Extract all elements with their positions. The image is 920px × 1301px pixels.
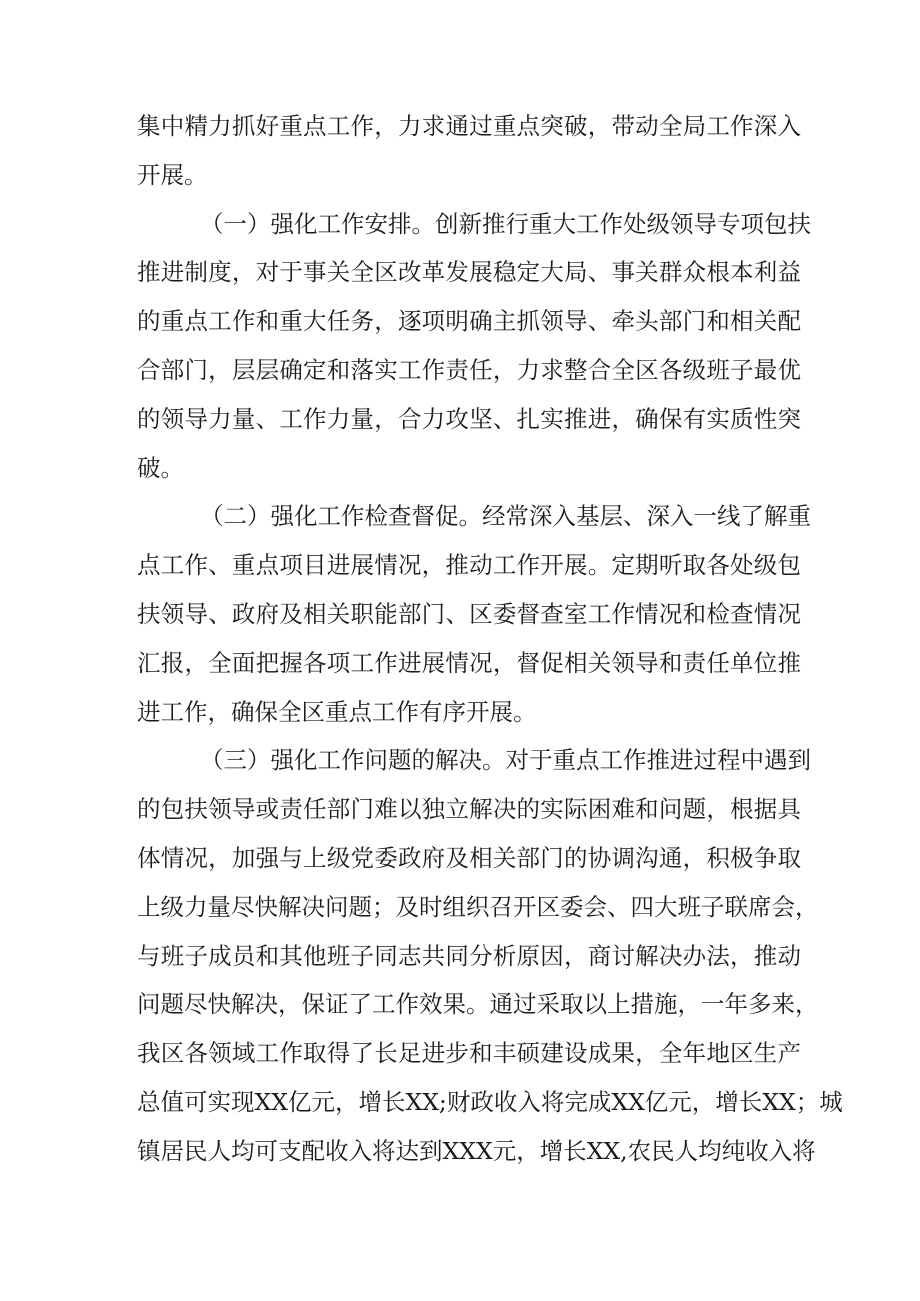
section-3-heading-line: （三）强化工作问题的解决。对于重点工作推进过程中遇到 — [200, 746, 811, 775]
text-line: 的重点工作和重大任务，逐项明确主抓领导、牵头部门和相关配 — [137, 307, 801, 336]
text-line: 的包扶领导或责任部门难以独立解决的实际困难和问题，根据具 — [137, 795, 801, 824]
text-line: 开展。 — [137, 160, 208, 189]
text-line: 镇居民人均可支配收入将达到XXX元，增长XX,农民人均纯收入将 — [137, 1136, 816, 1165]
text-line: 的领导力量、工作力量，合力攻坚、扎实推进，确保有实质性突 — [137, 404, 801, 433]
section-1-heading-line: （一）强化工作安排。创新推行重大工作处级领导专项包扶 — [200, 209, 811, 238]
text-line: 点工作、重点项目进展情况，推动工作开展。定期听取各处级包 — [137, 551, 801, 580]
text-line: 集中精力抓好重点工作，力求通过重点突破，带动全局工作深入 — [137, 112, 801, 140]
text-line: 总值可实现XX亿元，增长XX;财政收入将完成XX亿元，增长XX；城 — [137, 1087, 843, 1116]
text-line: 我区各领域工作取得了长足进步和丰硕建设成果，全年地区生产 — [137, 1039, 801, 1068]
section-2-heading-line: （二）强化工作检查督促。经常深入基层、深入一线了解重 — [200, 502, 811, 531]
text-line: 破。 — [137, 453, 184, 482]
text-line: 与班子成员和其他班子同志共同分析原因，商讨解决办法，推动 — [137, 941, 801, 970]
text-line: 进工作，确保全区重点工作有序开展。 — [137, 697, 537, 726]
text-line: 合部门，层层确定和落实工作责任，力求整合全区各级班子最优 — [137, 355, 801, 384]
text-line: 汇报，全面把握各项工作进展情况，督促相关领导和责任单位推 — [137, 648, 801, 677]
text-line: 体情况，加强与上级党委政府及相关部门的协调沟通，积极争取 — [137, 843, 801, 872]
text-line: 推进制度，对于事关全区改革发展稳定大局、事关群众根本利益 — [137, 258, 801, 287]
text-line: 扶领导、政府及相关职能部门、区委督查室工作情况和检查情况 — [137, 599, 801, 628]
text-line: 问题尽快解决，保证了工作效果。通过采取以上措施，一年多来， — [137, 990, 819, 1019]
text-line: 上级力量尽快解决问题；及时组织召开区委会、四大班子联席会， — [137, 892, 819, 921]
document-body — [137, 102, 843, 1176]
